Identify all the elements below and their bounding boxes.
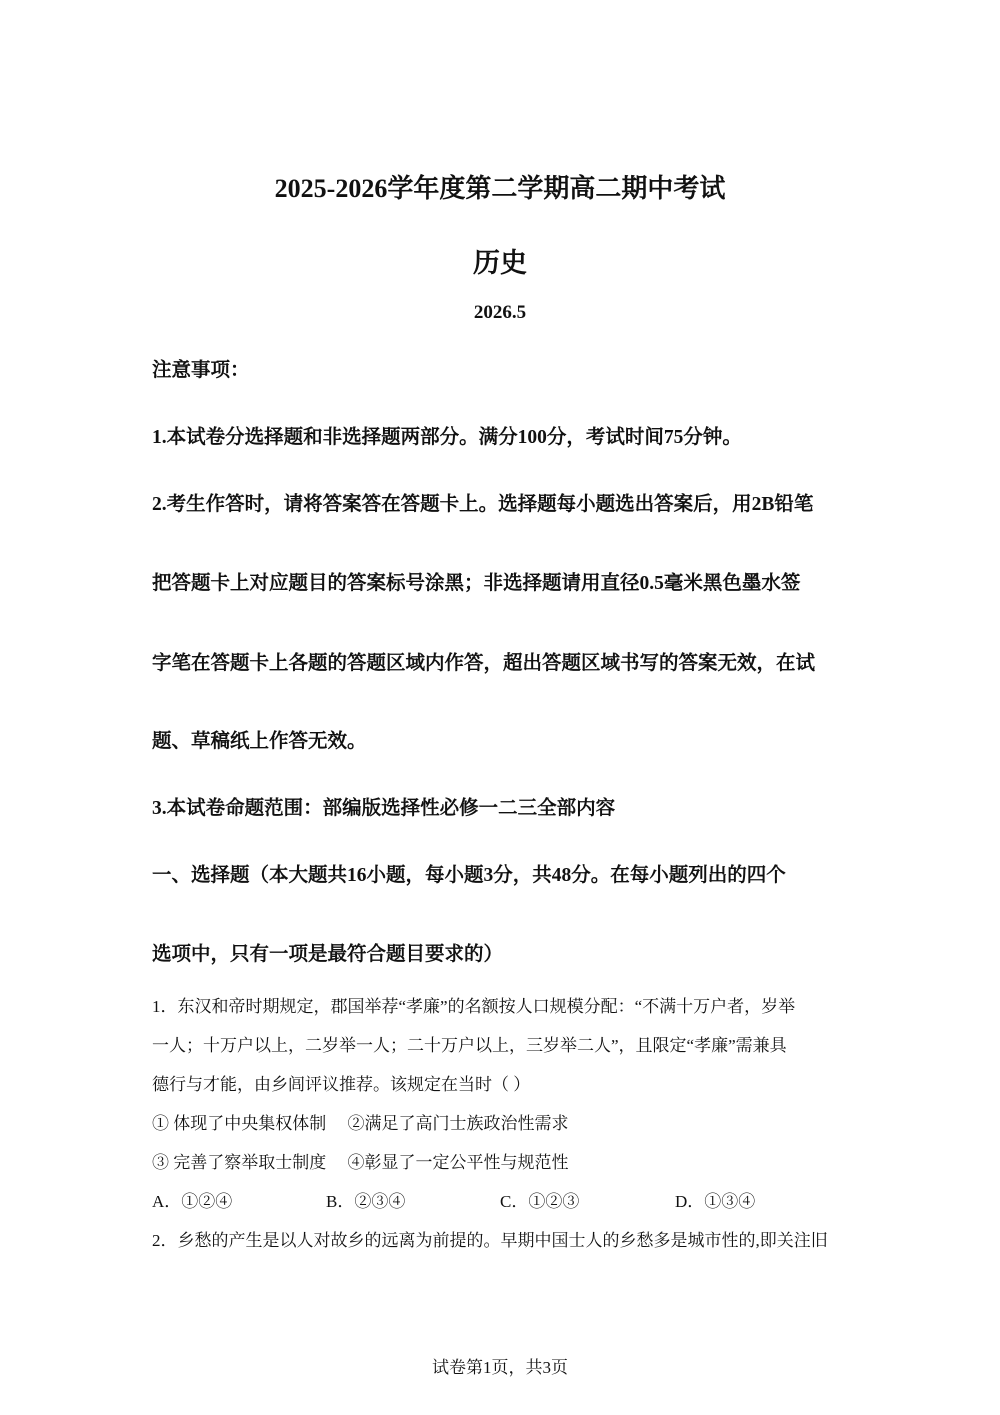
- question-1-line-1: 1．东汉和帝时期规定，郡国举荐“孝廉”的名额按人口规模分配：“不满十万户者，岁举: [152, 997, 796, 1016]
- question-1-statements-1: ① 体现了中央集权体制 ②满足了高门士族政治性需求: [152, 1114, 569, 1133]
- notice-item-3: 3.本试卷命题范围：部编版选择性必修一二三全部内容: [152, 798, 616, 819]
- exam-date: 2026.5: [473, 302, 527, 323]
- page-footer: 试卷第1页，共3页: [432, 1358, 568, 1377]
- section-heading-line-2: 选项中，只有一项是最符合题目要求的）: [152, 944, 504, 965]
- question-2-line-1: 2．乡愁的产生是以人对故乡的远离为前提的。早期中国士人的乡愁多是城市性的,即关注旧: [152, 1231, 828, 1250]
- section-heading-line-1: 一、选择题（本大题共16小题，每小题3分，共48分。在每小题列出的四个: [152, 865, 786, 886]
- question-1-line-3: 德行与才能，由乡闾评议推荐。该规定在当时（ ）: [152, 1075, 531, 1094]
- notice-heading: 注意事项：: [152, 360, 250, 381]
- exam-title: 2025-2026学年度第二学期高二期中考试: [274, 174, 726, 203]
- subject-title: 历史: [473, 248, 527, 278]
- question-1-option-b: B．②③④: [326, 1192, 406, 1211]
- question-1-statements-2: ③ 完善了察举取士制度 ④彰显了一定公平性与规范性: [152, 1153, 569, 1172]
- notice-item-2-line-2: 把答题卡上对应题目的答案标号涂黑；非选择题请用直径0.5毫米黑色墨水签: [152, 573, 801, 594]
- question-1-option-a: A．①②④: [152, 1192, 233, 1211]
- notice-item-2-line-4: 题、草稿纸上作答无效。: [152, 731, 367, 752]
- notice-item-1: 1.本试卷分选择题和非选择题两部分。满分100分，考试时间75分钟。: [152, 427, 742, 448]
- question-1-line-2: 一人；十万户以上，二岁举一人；二十万户以上，三岁举二人”，且限定“孝廉”需兼具: [152, 1036, 787, 1055]
- question-1-option-d: D．①③④: [675, 1192, 756, 1211]
- notice-item-2-line-1: 2.考生作答时，请将答案答在答题卡上。选择题每小题选出答案后，用2B铅笔: [152, 494, 814, 515]
- question-1-option-c: C．①②③: [500, 1192, 580, 1211]
- notice-item-2-line-3: 字笔在答题卡上各题的答题区域内作答，超出答题区域书写的答案无效，在试: [152, 653, 816, 674]
